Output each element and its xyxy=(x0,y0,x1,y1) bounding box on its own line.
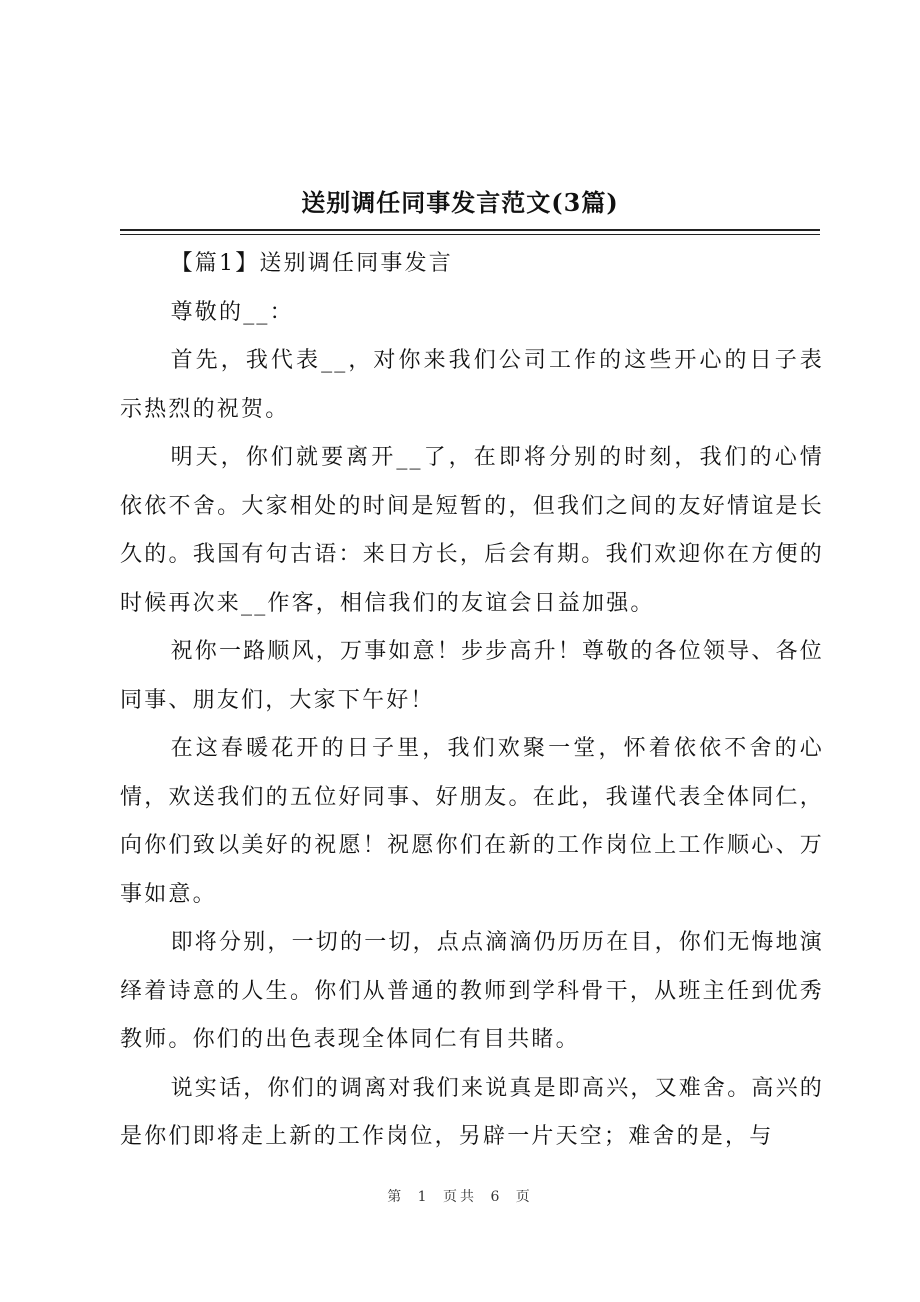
body-paragraph: 明天，你们就要离开__了，在即将分别的时刻，我们的心情依依不舍。大家相处的时间是短暂的，但我们之间的友好情谊是长久的。我国有句古语：来日方长，后会有期。我们欢迎你在方便的时候再次来__作客，相信我们的友谊会日益加强。 xyxy=(120,445,824,616)
title-divider-thin xyxy=(120,234,820,235)
body-paragraph: 在这春暖花开的日子里，我们欢聚一堂，怀着依依不舍的心情，欢送我们的五位好同事、好朋友。在此，我谨代表全体同仁，向你们致以美好的祝愿！祝愿你们在新的工作岗位上工作顺心、万事如意。 xyxy=(120,736,824,907)
document-body xyxy=(120,240,824,1162)
body-paragraph: 首先，我代表__，对你来我们公司工作的这些开心的日子表示热烈的祝贺。 xyxy=(120,348,824,422)
section-heading: 【篇1】送别调任同事发言 xyxy=(170,251,453,276)
body-paragraph: 即将分别，一切的一切，点点滴滴仍历历在目，你们无悔地演绎着诗意的人生。你们从普通的教师到学科骨干，从班主任到优秀教师。你们的出色表现全体同仁有目共睹。 xyxy=(120,930,824,1052)
salutation: 尊敬的__： xyxy=(170,299,294,325)
document-title: 送别调任同事发言范文(3篇) xyxy=(301,188,619,217)
body-paragraph: 说实话，你们的调离对我们来说真是即高兴，又难舍。高兴的是你们即将走上新的工作岗位，另辟一片天空；难舍的是，与 xyxy=(120,1075,824,1149)
page-number-footer: 第 1 页共 6 页 xyxy=(387,1189,533,1205)
body-paragraph: 祝你一路顺风，万事如意！步步高升！尊敬的各位领导、各位同事、朋友们，大家下午好！ xyxy=(120,639,824,713)
title-divider-thick xyxy=(120,229,820,231)
